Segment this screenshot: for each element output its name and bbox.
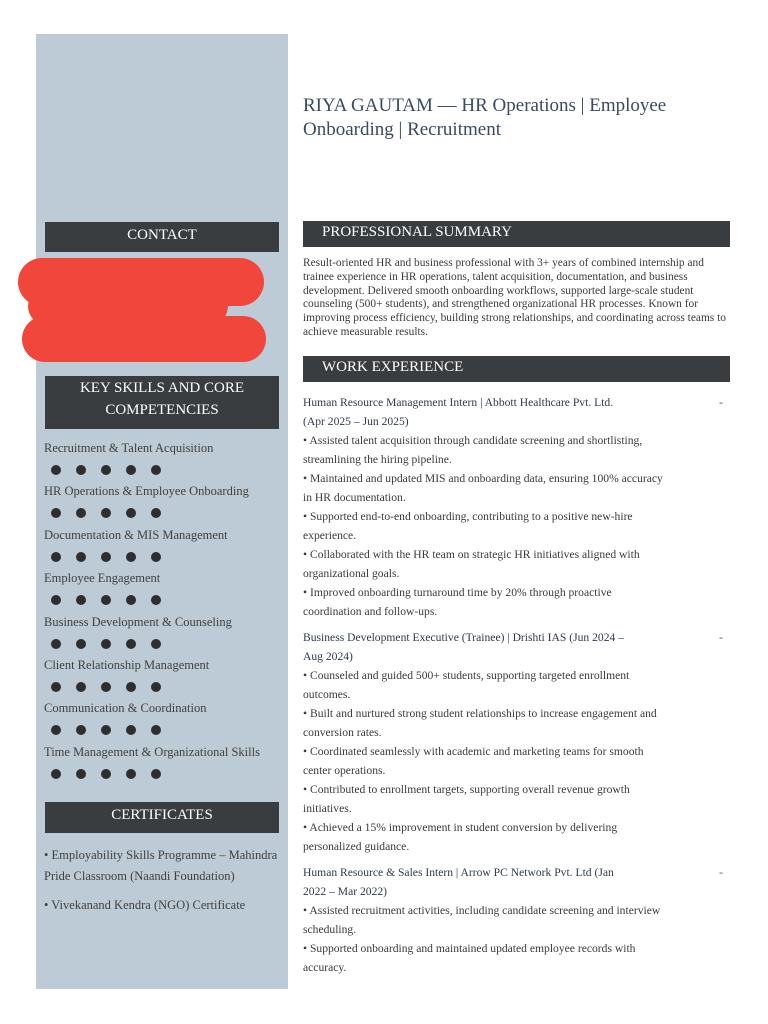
rating-dot	[76, 465, 86, 475]
rating-dot	[101, 769, 111, 779]
rating-dot	[76, 639, 86, 649]
rating-dot	[76, 595, 86, 605]
rating-dot	[151, 769, 161, 779]
bullet-item: • Counseled and guided 500+ students, supporting targeted enrollment outcomes.	[303, 669, 630, 701]
bullet-item: • Assisted recruitment activities, including candidate screening and interview scheduling.	[303, 904, 661, 936]
rating-dot	[151, 465, 161, 475]
rating-dot	[76, 682, 86, 692]
rating-dot	[51, 465, 61, 475]
bullet-item: • Collaborated with the HR team on strategic HR initiatives aligned with organizational goals.	[303, 548, 640, 580]
rating-dot	[76, 508, 86, 518]
certificate-item: • Vivekanand Kendra (NGO) Certificate	[44, 898, 246, 912]
skill-label: Communication & Coordination	[44, 701, 207, 716]
rating-dot	[101, 508, 111, 518]
skill-label: HR Operations & Employee Onboarding	[44, 484, 249, 499]
skill-rating	[51, 552, 161, 562]
rating-dot	[51, 682, 61, 692]
certificates-heading: CERTIFICATES	[45, 802, 279, 833]
skill-rating	[51, 769, 161, 779]
skill-rating	[51, 725, 161, 735]
rating-dot	[101, 639, 111, 649]
rating-dot	[126, 465, 136, 475]
rating-dot	[101, 465, 111, 475]
rating-dot	[151, 639, 161, 649]
contact-heading: CONTACT	[45, 222, 279, 252]
bullet-item: • Improved onboarding turnaround time by 20% through proactive coordination and follow-ups.	[303, 586, 612, 618]
job-dash: -	[719, 865, 723, 879]
certificate-item: • Employability Skills Programme – Mahindra Pride Classroom (Naandi Foundation)	[44, 848, 278, 883]
job-bullets	[303, 901, 673, 977]
rating-dot	[101, 725, 111, 735]
skill-label: Employee Engagement	[44, 571, 161, 586]
job-title: Human Resource Management Intern | Abbott Healthcare Pvt. Ltd. (Apr 2025 – Jun 2025)	[303, 396, 614, 428]
job-bullets	[303, 431, 673, 621]
skill-label: Recruitment & Talent Acquisition	[44, 441, 214, 455]
rating-dot	[51, 769, 61, 779]
bullet-item: • Coordinated seamlessly with academic and marketing teams for smooth center operations.	[303, 745, 644, 777]
summary-text: Result-oriented HR and business professional with 3+ years of combined internship and trainee experience in HR operations, talent acquisition, documentation, and business development. Delivered smooth onboarding workflows, supported large-scale student counseling (500+ students), and strengthened organizational HR processes. Known for improving process efficiency, building strong relationships, and coordinating across teams to achieve measurable results.	[303, 257, 726, 338]
resume-title: RIYA GAUTAM — HR Operations | Employee Onboarding | Recruitment	[303, 95, 667, 140]
rating-dot	[151, 552, 161, 562]
rating-dot	[151, 682, 161, 692]
rating-dot	[51, 725, 61, 735]
rating-dot	[151, 508, 161, 518]
skill-label: Documentation & MIS Management	[44, 527, 228, 542]
experience-heading: WORK EXPERIENCE	[303, 356, 730, 382]
job-title: Business Development Executive (Trainee) | Drishti IAS (Jun 2024 – Aug 2024)	[303, 631, 624, 663]
rating-dot	[101, 595, 111, 605]
skill-rating	[51, 595, 161, 605]
skill-label: Client Relationship Management	[44, 658, 210, 672]
bullet-item: • Maintained and updated MIS and onboarding data, ensuring 100% accuracy in HR documentation.	[303, 472, 663, 504]
rating-dot	[101, 682, 111, 692]
rating-dot	[126, 552, 136, 562]
job-title: Human Resource & Sales Intern | Arrow PC Network Pvt. Ltd (Jan 2022 – Mar 2022)	[303, 866, 614, 898]
skill-label: Time Management & Organizational Skills	[44, 744, 260, 759]
job-bullets	[303, 666, 673, 856]
rating-dot	[126, 725, 136, 735]
rating-dot	[151, 725, 161, 735]
rating-dot	[76, 725, 86, 735]
rating-dot	[126, 639, 136, 649]
skill-rating	[51, 682, 161, 692]
rating-dot	[51, 508, 61, 518]
bullet-item: • Assisted talent acquisition through candidate screening and shortlisting, streamlining the hiring pipeline.	[303, 434, 643, 466]
rating-dot	[76, 769, 86, 779]
skill-rating	[51, 508, 161, 518]
rating-dot	[126, 769, 136, 779]
skill-rating	[51, 639, 161, 649]
rating-dot	[126, 595, 136, 605]
rating-dot	[51, 639, 61, 649]
rating-dot	[151, 595, 161, 605]
summary-heading: PROFESSIONAL SUMMARY	[303, 221, 730, 247]
rating-dot	[126, 682, 136, 692]
job-dash: -	[719, 395, 723, 409]
skill-rating	[51, 465, 161, 475]
rating-dot	[126, 508, 136, 518]
bullet-item: • Achieved a 15% improvement in student conversion by delivering personalized guidance.	[303, 821, 618, 853]
bullet-item: • Contributed to enrollment targets, supporting overall revenue growth initiatives.	[303, 783, 630, 815]
bullet-item: • Supported end-to-end onboarding, contributing to a positive new-hire experience.	[303, 510, 633, 542]
rating-dot	[51, 552, 61, 562]
rating-dot	[51, 595, 61, 605]
rating-dot	[101, 552, 111, 562]
bullet-item: • Supported onboarding and maintained updated employee records with accuracy.	[303, 942, 636, 974]
bullet-item: • Built and nurtured strong student relationships to increase engagement and conversion rates.	[303, 707, 657, 739]
job-dash: -	[719, 630, 723, 644]
skills-heading: KEY SKILLS AND CORE COMPETENCIES	[45, 376, 279, 429]
skill-label: Business Development & Counseling	[44, 614, 232, 629]
rating-dot	[76, 552, 86, 562]
